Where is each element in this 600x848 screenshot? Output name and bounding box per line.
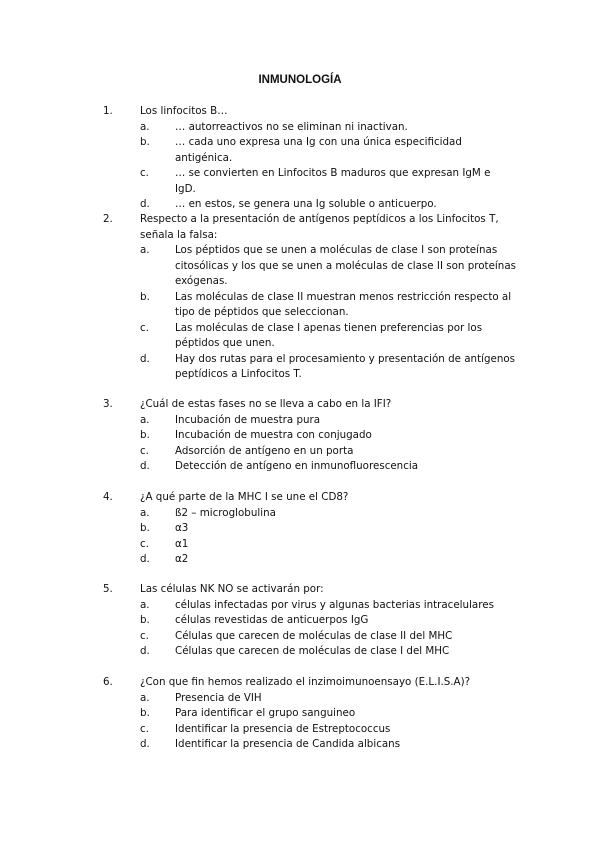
option-d <box>0 644 600 660</box>
option-a <box>0 413 600 429</box>
option-letter: a. <box>140 598 150 611</box>
option-d <box>0 552 600 568</box>
option-text: Presencia de VIH <box>175 691 262 704</box>
option-c <box>0 537 600 553</box>
option-letter: d. <box>140 198 150 210</box>
option-text: Células que carecen de moléculas de clase I del MHC <box>175 645 450 657</box>
option-letter: c. <box>140 629 149 642</box>
option-letter: d. <box>140 645 150 657</box>
option-text: … en estos, se genera una Ig soluble o anticuerpo. <box>175 198 437 210</box>
option-letter: c. <box>140 537 149 550</box>
option-d <box>0 352 600 383</box>
option-text: ß2 – microglobulina <box>175 506 276 519</box>
option-c <box>0 629 600 645</box>
option-letter: d. <box>140 460 150 472</box>
option-letter: b. <box>140 522 150 534</box>
question-text: ¿A qué parte de la MHC I se une el CD8? <box>140 491 349 503</box>
option-a <box>0 120 600 136</box>
question-text: ¿Con que fin hemos realizado el inzimoimunoensayo (E.L.I.S.A)? <box>140 676 471 688</box>
option-letter: a. <box>140 691 150 704</box>
question-number: 2. <box>103 213 113 225</box>
option-text: Incubación de muestra pura <box>175 413 321 426</box>
option-a <box>0 243 600 290</box>
option-text: células revestidas de anticuerpos IgG <box>175 614 369 626</box>
question-text: ¿Cuál de estas fases no se lleva a cabo en la IFI? <box>140 398 392 410</box>
option-text: Adsorción de antígeno en un porta <box>175 444 354 457</box>
option-text: Células que carecen de moléculas de clase II del MHC <box>175 629 453 642</box>
option-letter: b. <box>140 290 150 303</box>
option-text: células infectadas por virus y algunas bacterias intracelulares <box>175 598 494 611</box>
question-number: 5. <box>103 583 113 595</box>
option-letter: c. <box>140 321 149 334</box>
question-5 <box>0 582 600 660</box>
option-d <box>0 459 600 475</box>
option-text: … autorreactivos no se eliminan ni inactivan. <box>175 120 408 133</box>
question-text: Los linfocitos B… <box>140 105 228 117</box>
option-letter: d. <box>140 352 150 365</box>
option-letter: a. <box>140 506 150 519</box>
option-a <box>0 598 600 614</box>
question-1 <box>0 104 600 213</box>
question-2 <box>0 212 600 383</box>
option-text: α3 <box>175 522 189 534</box>
option-d <box>0 197 600 213</box>
option-c <box>0 321 600 352</box>
option-letter: d. <box>140 553 150 565</box>
option-letter: b. <box>140 707 150 719</box>
option-b <box>0 521 600 537</box>
option-b <box>0 290 600 321</box>
option-a <box>0 506 600 522</box>
option-text: Detección de antígeno en inmunofluorescencia <box>175 460 419 472</box>
option-letter: b. <box>140 429 150 441</box>
option-text: Hay dos rutas para el procesamiento y presentación de antígenos peptídicos a Linfocitos T. <box>175 352 516 380</box>
option-b <box>0 613 600 629</box>
option-text: Identificar la presencia de Estreptococcus <box>175 722 391 735</box>
option-a <box>0 691 600 707</box>
option-text: … se convierten en Linfocitos B maduros que expresan IgM e IgD. <box>175 167 491 195</box>
option-text: Los péptidos que se unen a moléculas de clase I son proteínas citosólicas y los que se unen a moléculas de clase II son proteínas exógenas. <box>175 244 516 287</box>
question-3 <box>0 397 600 475</box>
question-text: Las células NK NO se activarán por: <box>140 583 324 595</box>
question-number: 4. <box>103 491 113 503</box>
question-4 <box>0 490 600 568</box>
option-text: Las moléculas de clase I apenas tienen preferencias por los péptidos que unen. <box>175 321 483 349</box>
option-letter: c. <box>140 167 149 179</box>
question-text: Respecto a la presentación de antígenos peptídicos a los Linfocitos T, señala la falsa: <box>140 213 499 241</box>
option-b <box>0 135 600 166</box>
option-c <box>0 722 600 738</box>
option-b <box>0 428 600 444</box>
question-number: 3. <box>103 398 113 410</box>
option-c <box>0 444 600 460</box>
option-text: Identificar la presencia de Candida albicans <box>175 738 401 750</box>
option-letter: a. <box>140 244 150 256</box>
option-letter: c. <box>140 722 149 735</box>
option-letter: c. <box>140 444 149 457</box>
option-letter: b. <box>140 136 150 148</box>
option-c <box>0 166 600 197</box>
option-text: α1 <box>175 537 189 550</box>
option-letter: a. <box>140 120 150 133</box>
question-6 <box>0 675 600 753</box>
option-text: α2 <box>175 553 189 565</box>
option-text: Las moléculas de clase II muestran menos restricción respecto al tipo de péptidos que seleccionan. <box>175 290 512 318</box>
option-text: … cada uno expresa una Ig con una única especificidad antigénica. <box>175 136 462 164</box>
option-text: Para identificar el grupo sanguineo <box>175 707 356 719</box>
option-text: Incubación de muestra con conjugado <box>175 429 372 441</box>
option-b <box>0 706 600 722</box>
option-d <box>0 737 600 753</box>
option-letter: a. <box>140 413 150 426</box>
question-number: 6. <box>103 676 113 688</box>
option-letter: d. <box>140 738 150 750</box>
page-title: INMUNOLOGÍA <box>258 74 342 86</box>
option-letter: b. <box>140 614 150 626</box>
question-number: 1. <box>103 105 113 117</box>
